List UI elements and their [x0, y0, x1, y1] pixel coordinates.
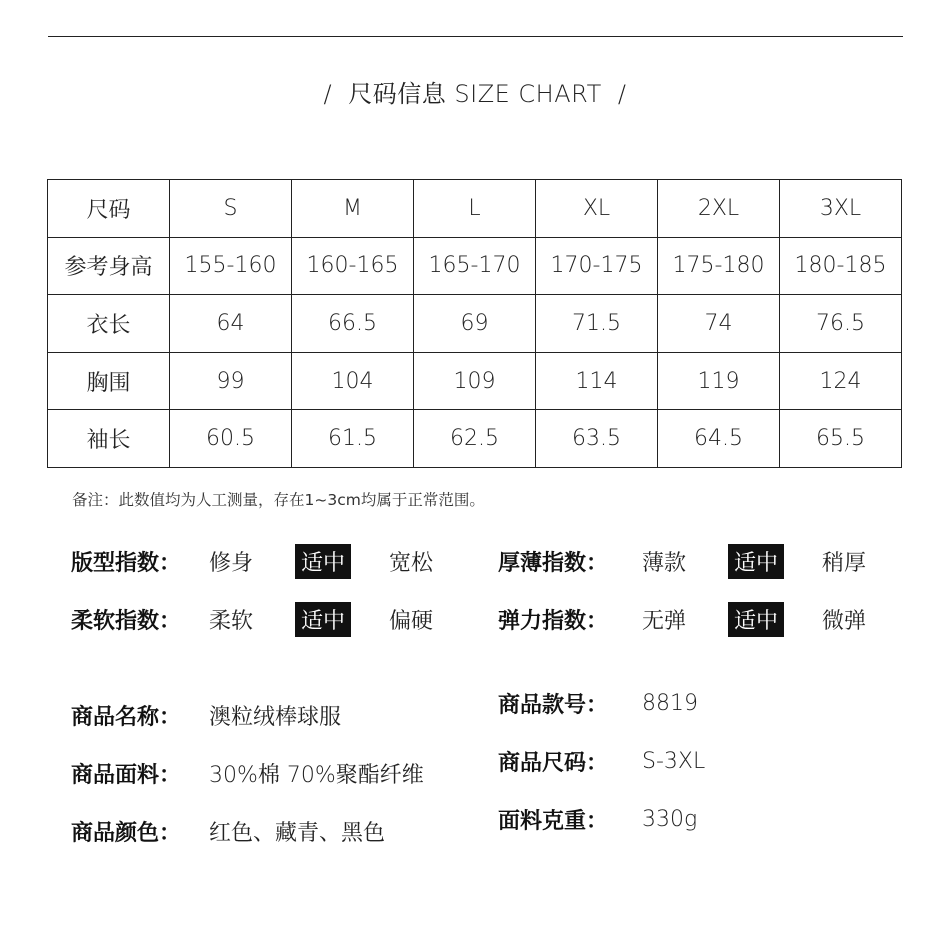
fit-index-label: 版型指数： — [71, 550, 182, 576]
thickness-option-thick: 稍厚 — [822, 550, 867, 576]
softness-option-hard: 偏硬 — [389, 608, 434, 634]
fit-option-selected: 适中 — [295, 544, 351, 579]
table-cell: 参考身高 — [48, 237, 170, 295]
product-weight-label: 面料克重： — [498, 808, 609, 834]
product-fabric-value: 30%棉 70%聚酯纤维 — [209, 762, 424, 788]
product-weight-row — [498, 804, 697, 834]
table-row — [48, 295, 902, 353]
elasticity-option-selected: 适中 — [728, 602, 784, 637]
table-cell: 109 — [414, 352, 536, 410]
product-sizes-value: S-3XL — [642, 748, 706, 774]
product-name-value: 澳粒绒棒球服 — [209, 704, 342, 730]
product-sku-value: 8819 — [642, 690, 698, 716]
fit-option-loose: 宽松 — [389, 550, 434, 576]
table-cell: 104 — [292, 352, 414, 410]
table-cell: 64 — [170, 295, 292, 353]
table-header-cell: 3XL — [780, 180, 902, 238]
table-header-cell: M — [292, 180, 414, 238]
table-cell: 124 — [780, 352, 902, 410]
product-sizes-row — [498, 746, 705, 776]
table-cell: 胸围 — [48, 352, 170, 410]
size-chart-table — [47, 179, 902, 468]
table-cell: 71.5 — [536, 295, 658, 353]
table-cell: 180-185 — [780, 237, 902, 295]
product-sku-row — [498, 688, 698, 718]
table-row — [48, 352, 902, 410]
table-cell: 袖长 — [48, 410, 170, 468]
product-weight-value: 330g — [642, 806, 698, 832]
elasticity-index-row — [498, 602, 866, 636]
softness-index-row — [71, 602, 433, 636]
table-cell: 64.5 — [658, 410, 780, 468]
table-cell: 114 — [536, 352, 658, 410]
table-header-cell: 2XL — [658, 180, 780, 238]
fit-index-row — [71, 544, 433, 578]
thickness-index-label: 厚薄指数： — [498, 550, 609, 576]
product-fabric-row — [71, 758, 424, 788]
table-cell: 155-160 — [170, 237, 292, 295]
table-cell: 衣长 — [48, 295, 170, 353]
table-header-row — [48, 180, 902, 238]
table-header-cell: XL — [536, 180, 658, 238]
product-color-row — [71, 816, 385, 846]
page-title — [0, 74, 950, 109]
fit-option-slim: 修身 — [209, 550, 254, 576]
product-color-label: 商品颜色： — [71, 820, 182, 846]
product-color-value: 红色、藏青、黑色 — [209, 820, 386, 846]
table-header-cell: 尺码 — [48, 180, 170, 238]
measurement-note: 备注：此数值均为人工测量，存在1~3cm均属于正常范围。 — [72, 491, 485, 509]
title-slash-right: / — [617, 80, 627, 108]
table-cell: 119 — [658, 352, 780, 410]
product-name-row — [71, 700, 341, 730]
elasticity-index-label: 弹力指数： — [498, 608, 609, 634]
table-cell: 170-175 — [536, 237, 658, 295]
table-row — [48, 237, 902, 295]
table-cell: 66.5 — [292, 295, 414, 353]
table-cell: 76.5 — [780, 295, 902, 353]
table-cell: 69 — [414, 295, 536, 353]
softness-index-label: 柔软指数： — [71, 608, 182, 634]
table-header-cell: S — [170, 180, 292, 238]
title-slash-left: / — [323, 80, 333, 108]
table-header-cell: L — [414, 180, 536, 238]
product-sizes-label: 商品尺码： — [498, 750, 609, 776]
table-cell: 60.5 — [170, 410, 292, 468]
elasticity-option-none: 无弹 — [642, 608, 687, 634]
product-sku-label: 商品款号： — [498, 692, 609, 718]
softness-option-selected: 适中 — [295, 602, 351, 637]
table-cell: 61.5 — [292, 410, 414, 468]
softness-option-soft: 柔软 — [209, 608, 254, 634]
table-cell: 62.5 — [414, 410, 536, 468]
product-fabric-label: 商品面料： — [71, 762, 182, 788]
table-cell: 165-170 — [414, 237, 536, 295]
table-cell: 99 — [170, 352, 292, 410]
table-cell: 175-180 — [658, 237, 780, 295]
table-cell: 65.5 — [780, 410, 902, 468]
product-name-label: 商品名称： — [71, 704, 182, 730]
table-cell: 63.5 — [536, 410, 658, 468]
elasticity-option-slight: 微弹 — [822, 608, 867, 634]
table-cell: 74 — [658, 295, 780, 353]
table-row — [48, 410, 902, 468]
table-cell: 160-165 — [292, 237, 414, 295]
title-text: 尺码信息 SIZE CHART — [348, 80, 602, 108]
thickness-index-row — [498, 544, 866, 578]
top-divider — [48, 36, 903, 37]
thickness-option-thin: 薄款 — [642, 550, 687, 576]
thickness-option-selected: 适中 — [728, 544, 784, 579]
